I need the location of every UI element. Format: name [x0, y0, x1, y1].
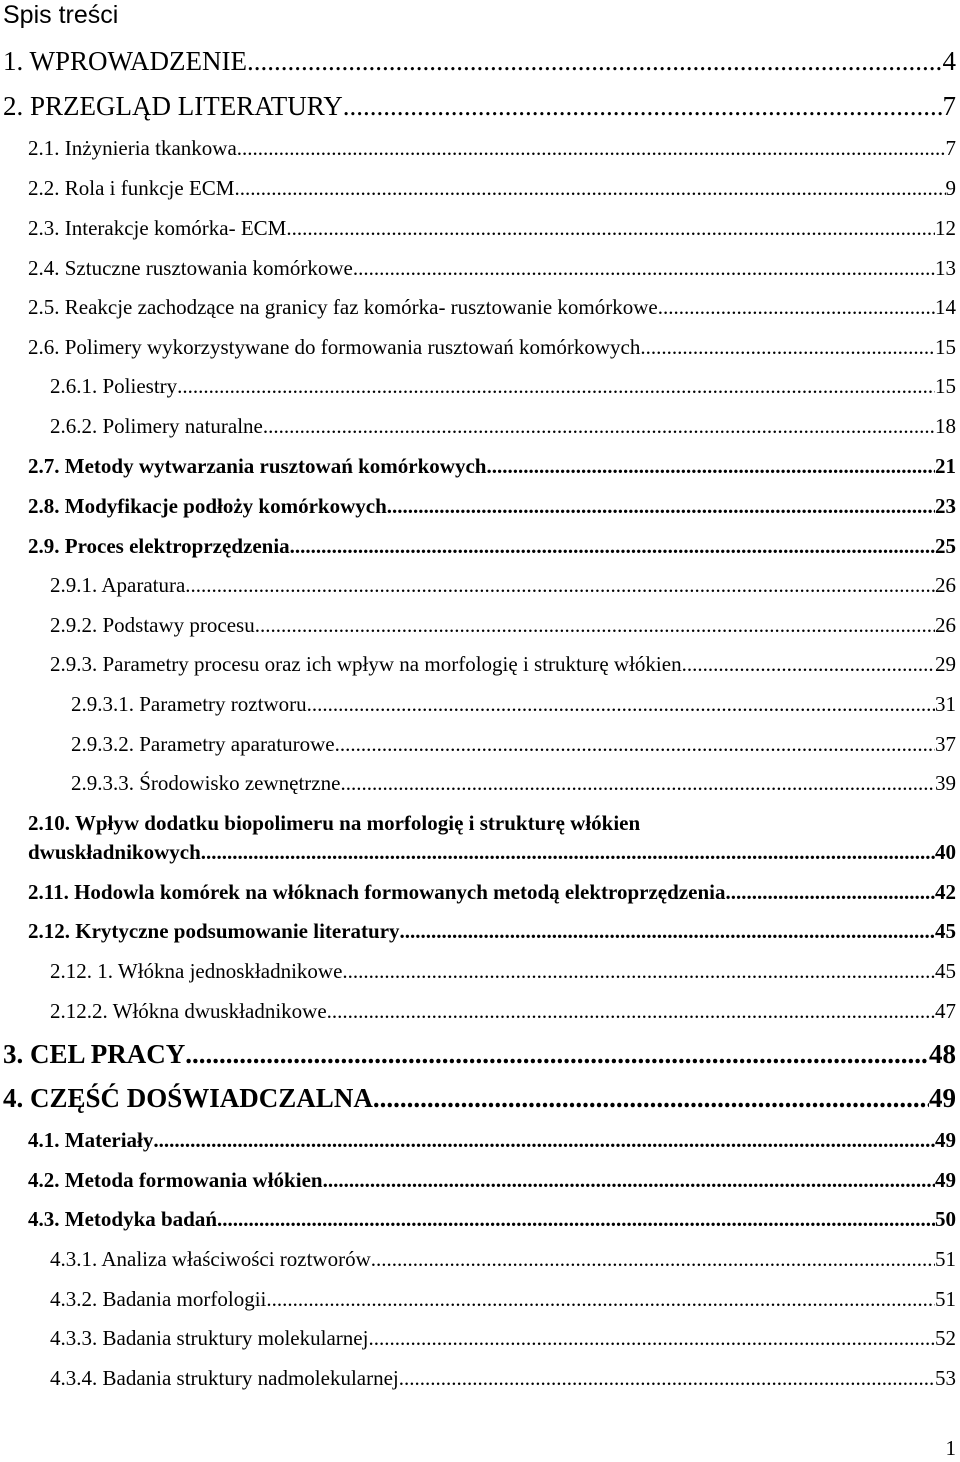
toc-leader [342, 959, 935, 984]
toc-entry-page: 49 [929, 1083, 956, 1113]
toc-entry-title: 2. PRZEGLĄD LITERATURY [3, 91, 343, 121]
toc-entry-title: 2.9.2. Podstawy procesu [50, 613, 255, 637]
toc-entry[interactable] [50, 613, 956, 638]
toc-entry[interactable] [50, 999, 956, 1024]
toc-entry[interactable] [3, 1083, 956, 1114]
toc-entry-title: 2.9.3.3. Środowisko zewnętrzne [71, 771, 341, 795]
toc-entry-page: 18 [935, 414, 956, 438]
toc-entry-title: 2.9.3. Parametry procesu oraz ich wpływ na morfologię i strukturę włókien [50, 652, 682, 676]
toc-entry[interactable] [3, 46, 956, 77]
toc-entry-page: 26 [935, 613, 956, 637]
toc-entry-page: 39 [935, 771, 956, 795]
toc-entry-page: 51 [935, 1247, 956, 1271]
toc-entry-page: 52 [935, 1326, 956, 1350]
toc-entry-title: 2.12.2. Włókna dwuskładnikowe [50, 999, 327, 1023]
toc-entry[interactable] [28, 919, 956, 944]
toc-entry[interactable] [28, 1168, 956, 1193]
toc-leader [658, 295, 935, 320]
toc-entry-title: 2.12. Krytyczne podsumowanie literatury [28, 919, 400, 943]
toc-entry-page: 13 [935, 256, 956, 280]
toc-entry-page: 23 [935, 494, 956, 518]
toc-leader [327, 999, 935, 1024]
toc-leader [247, 46, 943, 77]
toc-entry[interactable] [50, 652, 956, 677]
toc-leader [234, 176, 945, 201]
toc-leader [286, 216, 935, 241]
toc-entry[interactable] [3, 1039, 956, 1070]
toc-entry-title: 2.4. Sztuczne rusztowania komórkowe [28, 256, 353, 280]
toc-leader [185, 1039, 929, 1070]
toc-entry-title: 4.3. Metodyka badań [28, 1207, 218, 1231]
toc-entry-page: 45 [935, 919, 956, 943]
toc-entry-title: dwuskładnikowych [28, 840, 201, 864]
toc-leader [153, 1128, 935, 1153]
toc-entry-title: 4.1. Materiały [28, 1128, 154, 1152]
toc-entry[interactable] [28, 335, 956, 360]
toc-entry-title: 4. CZĘŚĆ DOŚWIADCZALNA [3, 1083, 373, 1113]
toc-leader [323, 1168, 935, 1193]
toc-entry-page: 26 [935, 573, 956, 597]
toc-entry-title: 4.3.1. Analiza właściwości roztworów [50, 1247, 371, 1271]
toc-leader [640, 335, 935, 360]
toc-entry-page: 48 [929, 1039, 956, 1069]
toc-entry-page: 29 [935, 652, 956, 676]
toc-entry-page: 7 [945, 136, 956, 160]
toc-entry[interactable] [50, 573, 956, 598]
toc-leader [340, 771, 935, 796]
toc-entry[interactable] [50, 414, 956, 439]
toc-entry[interactable] [3, 91, 956, 122]
toc-entry[interactable] [71, 732, 956, 757]
toc-entry-title: 2.2. Rola i funkcje ECM [28, 176, 235, 200]
toc-entry-page: 4 [942, 46, 956, 76]
toc-leader [255, 613, 935, 638]
toc-entry[interactable] [50, 374, 956, 399]
toc-entry-page: 53 [935, 1366, 956, 1390]
toc-entry-title: 2.7. Metody wytwarzania rusztowań komórkowych [28, 454, 487, 478]
toc-entry[interactable] [28, 256, 956, 281]
toc-leader [399, 1366, 935, 1391]
toc-entry-page: 37 [935, 732, 956, 756]
toc-entry[interactable] [50, 1326, 956, 1351]
toc-leader [217, 1207, 935, 1232]
toc-entry-title: 4.3.2. Badania morfologii [50, 1287, 267, 1311]
toc-leader [682, 652, 935, 677]
toc-entry-page: 12 [935, 216, 956, 240]
toc-entry[interactable] [28, 534, 956, 559]
toc-entry-page: 45 [935, 959, 956, 983]
toc-leader [266, 1287, 935, 1312]
toc-leader [263, 414, 935, 439]
toc-entry[interactable] [28, 176, 956, 201]
toc-leader [373, 1083, 929, 1114]
toc-entry[interactable] [28, 494, 956, 519]
toc-entry-page: 47 [935, 999, 956, 1023]
toc-entry[interactable] [50, 1247, 956, 1272]
toc-entry-title: 2.9. Proces elektroprzędzenia [28, 534, 290, 558]
toc-entry[interactable] [28, 295, 956, 320]
toc-entry[interactable] [28, 136, 956, 161]
toc-entry-title: 4.2. Metoda formowania włókien [28, 1168, 323, 1192]
toc-entry-page: 31 [935, 692, 956, 716]
toc-entry-title: 2.8. Modyfikacje podłoży komórkowych [28, 494, 387, 518]
toc-entry[interactable] [28, 1128, 956, 1153]
toc-entry-page: 21 [935, 454, 956, 478]
toc-entry-title: 2.3. Interakcje komórka- ECM [28, 216, 287, 240]
toc-entry-page: 51 [935, 1287, 956, 1311]
toc-entry[interactable] [28, 454, 956, 479]
toc-leader [400, 919, 935, 944]
toc-entry-title: 2.12. 1. Włókna jednoskładnikowe [50, 959, 343, 983]
toc-entry-page: 40 [935, 840, 956, 864]
toc-entry-page: 49 [935, 1168, 956, 1192]
toc-entry[interactable] [50, 1287, 956, 1312]
toc-entry[interactable] [50, 1366, 956, 1391]
toc-entry-title: 2.6.1. Poliestry [50, 374, 178, 398]
toc-entry-page: 14 [935, 295, 956, 319]
toc-entry-title: 1. WPROWADZENIE [3, 46, 247, 76]
toc-entry-title: 2.9.1. Aparatura [50, 573, 186, 597]
toc-leader [177, 374, 935, 399]
toc-entry-page: 42 [935, 880, 956, 904]
toc-entry-title: 2.9.3.1. Parametry roztworu [71, 692, 307, 716]
toc-entry-title: 2.5. Reakcje zachodzące na granicy faz komórka- rusztowanie komórkowe [28, 295, 658, 319]
toc-leader [307, 692, 935, 717]
toc-leader [387, 494, 935, 519]
toc-entry[interactable] [28, 216, 956, 241]
footer-page-number: 1 [945, 1436, 956, 1460]
toc-entry-title: 2.1. Inżynieria tkankowa [28, 136, 237, 160]
toc-entry-page: 15 [935, 374, 956, 398]
toc-leader [368, 1326, 935, 1351]
toc-leader [353, 256, 935, 281]
toc-entry[interactable] [28, 840, 956, 865]
toc-entry-page: 9 [945, 176, 956, 200]
toc-entry-page: 49 [935, 1128, 956, 1152]
toc-entry-title: 4.3.3. Badania struktury molekularnej [50, 1326, 369, 1350]
toc-entry[interactable] [28, 1207, 956, 1232]
toc-entry-title: 2.9.3.2. Parametry aparaturowe [71, 732, 335, 756]
toc-leader [335, 732, 935, 757]
toc-entry-title: 2.6. Polimery wykorzystywane do formowania rusztowań komórkowych [28, 335, 641, 359]
toc-entry-page: 25 [935, 534, 956, 558]
toc-leader [371, 1247, 935, 1272]
toc-entry-title: 2.11. Hodowla komórek na włóknach formowanych metodą elektroprzędzenia [28, 880, 726, 904]
toc-entry-page: 15 [935, 335, 956, 359]
toc-entry[interactable] [50, 959, 956, 984]
toc-entry-title: 2.6.2. Polimery naturalne [50, 414, 263, 438]
toc-entry[interactable] [71, 771, 956, 796]
toc-leader [343, 91, 943, 122]
toc-leader [725, 880, 935, 905]
toc-leader [237, 136, 946, 161]
toc-entry-page: 7 [942, 91, 956, 121]
toc-entry-page: 50 [935, 1207, 956, 1231]
toc-leader [290, 534, 935, 559]
toc-leader [201, 840, 935, 865]
page-title: Spis treści [3, 1, 119, 29]
toc-entry-title: 4.3.4. Badania struktury nadmolekularnej [50, 1366, 399, 1390]
toc-entry-title: 3. CEL PRACY [3, 1039, 186, 1069]
toc-leader [185, 573, 935, 598]
toc-entry[interactable] [28, 880, 956, 905]
toc-leader [486, 454, 935, 479]
toc-entry-title-line1[interactable]: 2.10. Wpływ dodatku biopolimeru na morfologię i strukturę włókien [28, 811, 641, 835]
toc-entry[interactable] [71, 692, 956, 717]
